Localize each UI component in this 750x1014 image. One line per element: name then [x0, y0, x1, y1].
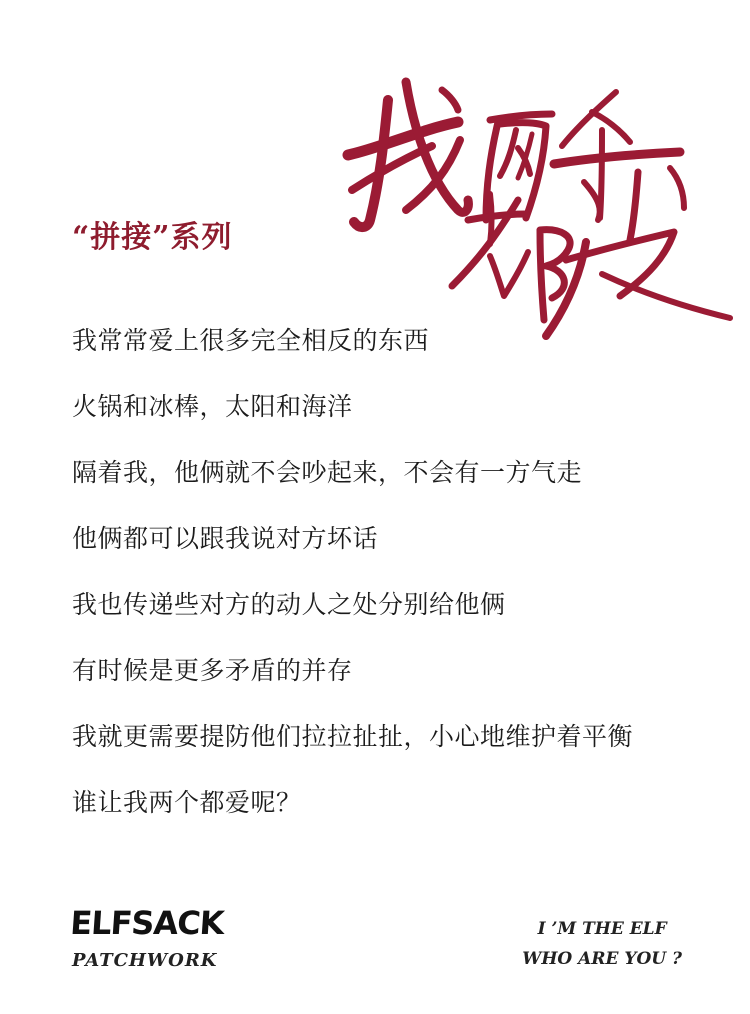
poem-line: 我也传递些对方的动人之处分别给他俩	[72, 590, 506, 619]
brand-subtitle: PATCHWORK	[72, 950, 218, 971]
poem-line: 谁让我两个都爱呢？	[72, 788, 302, 817]
poem-line: 我常常爱上很多完全相反的东西	[72, 326, 430, 355]
tagline	[522, 914, 682, 974]
series-title: “拼接”系列	[72, 220, 233, 255]
tagline-line-2: WHO ARE YOU ?	[522, 949, 682, 969]
tagline-line-1: I ’M THE ELF	[537, 919, 667, 939]
poem-line: 火锅和冰棒，太阳和海洋	[72, 392, 353, 421]
svg-text:ELFSACK: ELFSACK	[69, 904, 225, 942]
brand-block	[69, 900, 225, 971]
poem	[72, 318, 712, 846]
poem-line: 隔着我，他俩就不会吵起来，不会有一方气走	[72, 458, 583, 487]
poem-line: 我就更需要提防他们拉拉扯扯，小心地维护着平衡	[72, 722, 634, 751]
elfsack-logo	[69, 900, 225, 942]
poem-line: 他俩都可以跟我说对方坏话	[72, 524, 379, 553]
poem-line: 有时候是更多矛盾的并存	[72, 656, 353, 685]
calligraphy-title	[340, 60, 740, 350]
